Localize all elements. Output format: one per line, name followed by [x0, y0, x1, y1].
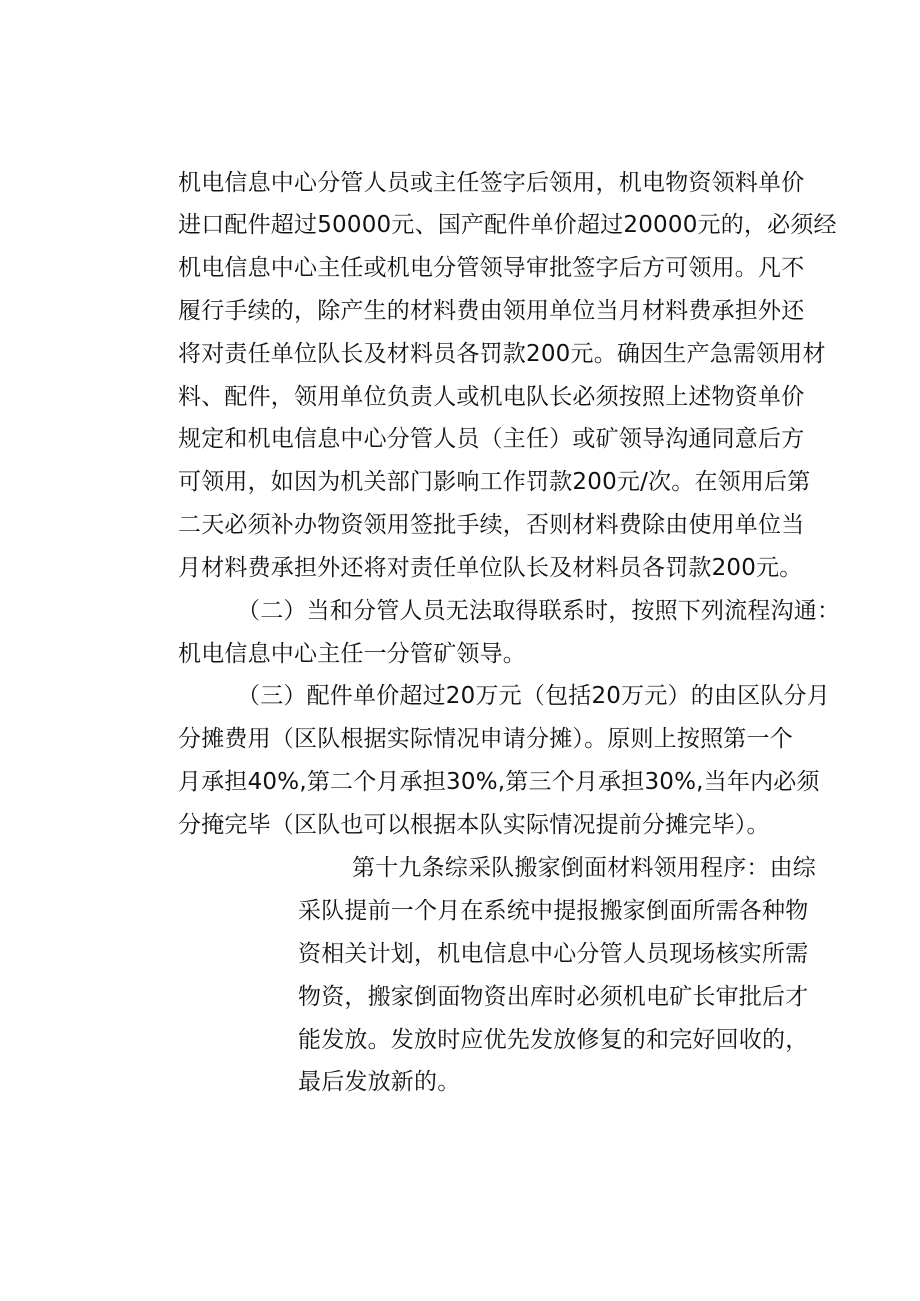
text-line: 二天必须补办物资领用签批手续，否则材料费除由使用单位当 — [178, 512, 805, 538]
text-line: 料、配件，领用单位负责人或机电队长必须按照上述物资单价 — [178, 384, 805, 410]
text-line: 机电信息中心主任一分管矿领导。 — [178, 641, 526, 667]
text-line: 将对责任单位队长及材料员各罚款200元。确因生产急需领用材 — [178, 341, 826, 367]
text-line: 能发放。发放时应优先发放修复的和完好回收的， — [298, 1027, 809, 1053]
text-line: 第十九条综采队搬家倒面材料领用程序：由综 — [352, 855, 816, 881]
text-line: 月承担40%,第二个月承担30%,第三个月承担30%,当年内必须 — [178, 769, 820, 795]
text-line: 机电信息中心主任或机电分管领导审批签字后方可领用。凡不 — [178, 255, 805, 281]
text-line: 履行手续的，除产生的材料费由领用单位当月材料费承担外还 — [178, 298, 805, 324]
text-line: 规定和机电信息中心分管人员（主任）或矿领导沟通同意后方 — [178, 426, 805, 452]
text-line: 最后发放新的。 — [298, 1069, 461, 1095]
text-line: 物资，搬家倒面物资出库时必须机电矿长审批后才 — [298, 984, 809, 1010]
text-line: 分摊费用（区队根据实际情况申请分摊）。原则上按照第一个 — [178, 726, 793, 752]
text-line: 机电信息中心分管人员或主任签字后领用，机电物资领料单价 — [178, 170, 805, 196]
text-line: 资相关计划，机电信息中心分管人员现场核实所需 — [298, 941, 809, 967]
text-line: 进口配件超过50000元、国产配件单价超过20000元的，必须经 — [178, 212, 837, 238]
text-line: 采队提前一个月在系统中提报搬家倒面所需各种物 — [298, 898, 809, 924]
text-line: 可领用，如因为机关部门影响工作罚款200元/次。在领用后第 — [178, 469, 811, 495]
text-line: （二）当和分管人员无法取得联系时，按照下列流程沟通： — [237, 598, 841, 624]
text-line: 月材料费承担外还将对责任单位队长及材料员各罚款200元。 — [178, 555, 803, 581]
text-line: （三）配件单价超过20万元（包括20万元）的由区队分月 — [237, 683, 830, 709]
text-line: 分掩完毕（区队也可以根据本队实际情况提前分摊完毕）。 — [178, 812, 770, 838]
